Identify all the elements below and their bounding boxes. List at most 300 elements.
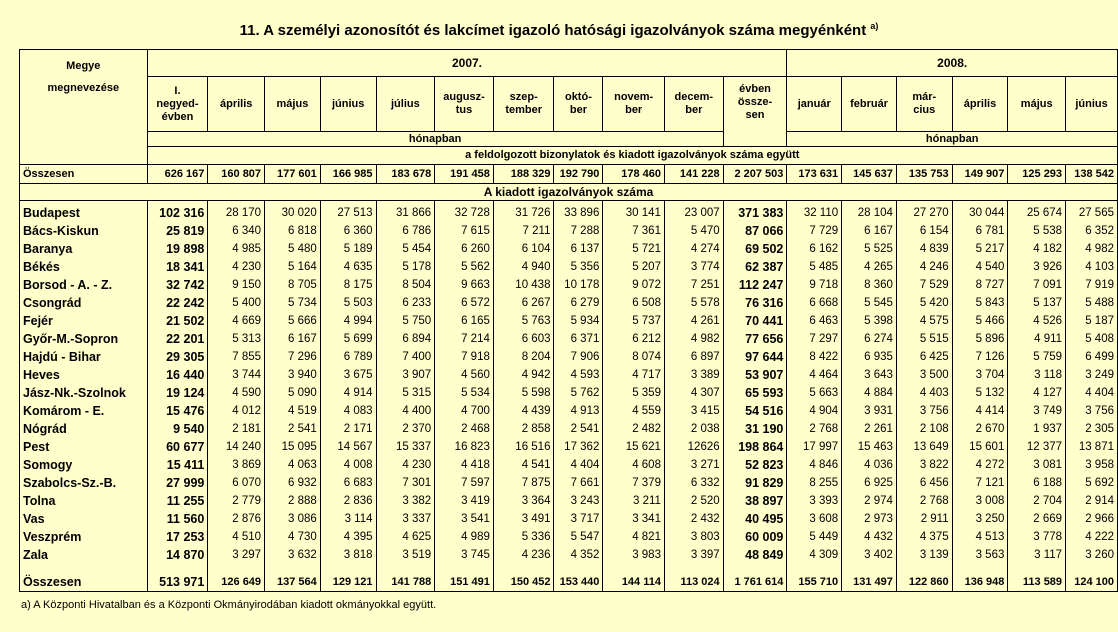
table-cell: 4 230	[208, 258, 265, 276]
table-cell: 138 542	[1066, 165, 1118, 184]
table-cell: 7 121	[952, 474, 1008, 492]
month-header-2008-1: február	[842, 77, 897, 132]
honapban-label-2008: hónapban	[787, 132, 1118, 147]
row-label: Heves	[20, 366, 148, 384]
table-cell: 141 228	[664, 165, 723, 184]
table-cell: 2 888	[265, 492, 321, 510]
table-cell: 191 458	[435, 165, 494, 184]
table-cell: 4 230	[376, 456, 435, 474]
month-header-2008-5: június	[1066, 77, 1118, 132]
table-cell: 5 503	[320, 294, 376, 312]
table-cell: 112 247	[723, 276, 787, 294]
month-header-2007-8: novem- ber	[603, 77, 665, 132]
table-cell: 4 513	[952, 528, 1008, 546]
table-cell: 3 643	[842, 366, 897, 384]
table-cell: 192 790	[554, 165, 603, 184]
table-cell: 6 165	[435, 312, 494, 330]
table-cell: 3 243	[554, 492, 603, 510]
table-cell: 5 164	[265, 258, 321, 276]
table-cell: 4 730	[265, 528, 321, 546]
month-header-2008-3: április	[952, 77, 1008, 132]
table-cell: 3 249	[1066, 366, 1118, 384]
table-cell: 4 400	[376, 402, 435, 420]
table-cell: 3 341	[603, 510, 665, 528]
row-label: Összesen	[20, 564, 148, 592]
table-cell: 6 188	[1008, 474, 1066, 492]
table-cell: 6 456	[896, 474, 952, 492]
row-label: Borsod - A. - Z.	[20, 276, 148, 294]
table-cell: 32 110	[787, 201, 842, 223]
table-cell: 6 260	[435, 240, 494, 258]
table-cell: 4 593	[554, 366, 603, 384]
table-cell: 3 744	[208, 366, 265, 384]
table-cell: 4 395	[320, 528, 376, 546]
table-cell: 626 167	[147, 165, 208, 184]
table-cell: 5 359	[603, 384, 665, 402]
table-cell: 3 803	[664, 528, 723, 546]
table-cell: 11 560	[147, 510, 208, 528]
row-label: Somogy	[20, 456, 148, 474]
table-cell: 6 508	[603, 294, 665, 312]
table-cell: 173 631	[787, 165, 842, 184]
month-header-2007-1: április	[208, 77, 265, 132]
table-cell: 6 818	[265, 222, 321, 240]
table-cell: 6 668	[787, 294, 842, 312]
table-cell: 4 307	[664, 384, 723, 402]
table-cell: 5 692	[1066, 474, 1118, 492]
table-cell: 2 914	[1066, 492, 1118, 510]
table-cell: 4 418	[435, 456, 494, 474]
table-cell: 2 261	[842, 420, 897, 438]
table-cell: 3 756	[896, 402, 952, 420]
table-cell: 2 779	[208, 492, 265, 510]
table-title: 11. A személyi azonosítót és lakcímet igazoló hatósági igazolványok száma megyénként $^{a)}$	[239, 21, 879, 39]
table-cell: 155 710	[787, 564, 842, 592]
table-cell: 4 635	[320, 258, 376, 276]
table-cell: 4 414	[952, 402, 1008, 420]
table-cell: 6 894	[376, 330, 435, 348]
table-cell: 7 729	[787, 222, 842, 240]
table-cell: 6 167	[842, 222, 897, 240]
table-cell: 5 663	[787, 384, 842, 402]
table-cell: 4 375	[896, 528, 952, 546]
table-cell: 17 997	[787, 438, 842, 456]
table-cell: 5 750	[376, 312, 435, 330]
table-cell: 2 432	[664, 510, 723, 528]
table-cell: 2 669	[1008, 510, 1066, 528]
table-cell: 4 404	[554, 456, 603, 474]
table-cell: 2 911	[896, 510, 952, 528]
table-cell: 16 823	[435, 438, 494, 456]
table-cell: 5 896	[952, 330, 1008, 348]
table-cell: 8 422	[787, 348, 842, 366]
table-row	[20, 201, 1118, 223]
table-cell: 3 402	[842, 546, 897, 564]
table-cell: 60 009	[723, 528, 787, 546]
table-cell: 6 137	[554, 240, 603, 258]
table-cell: 135 753	[896, 165, 952, 184]
table-cell: 62 387	[723, 258, 787, 276]
title-footnote-mark: a)	[870, 21, 879, 31]
table-cell: 6 167	[265, 330, 321, 348]
table-cell: 6 352	[1066, 222, 1118, 240]
table-cell: 27 270	[896, 201, 952, 223]
table-cell: 5 763	[493, 312, 554, 330]
table-cell: 7 400	[376, 348, 435, 366]
table-cell: 3 822	[896, 456, 952, 474]
table-cell: 371 383	[723, 201, 787, 223]
table-cell: 5 336	[493, 528, 554, 546]
table-row	[20, 528, 1118, 546]
table-cell: 30 044	[952, 201, 1008, 223]
table-cell: 11 255	[147, 492, 208, 510]
table-cell: 8 727	[952, 276, 1008, 294]
table-cell: 48 849	[723, 546, 787, 564]
table-cell: 6 332	[664, 474, 723, 492]
table-cell: 5 217	[952, 240, 1008, 258]
table-cell: 17 253	[147, 528, 208, 546]
row-label: Pest	[20, 438, 148, 456]
table-cell: 177 601	[265, 165, 321, 184]
table-cell: 6 499	[1066, 348, 1118, 366]
table-cell: 4 821	[603, 528, 665, 546]
table-cell: 178 460	[603, 165, 665, 184]
table-cell: 4 989	[435, 528, 494, 546]
table-cell: 3 745	[435, 546, 494, 564]
table-cell: 2 468	[435, 420, 494, 438]
table-cell: 15 337	[376, 438, 435, 456]
table-cell: 2 973	[842, 510, 897, 528]
table-cell: 5 699	[320, 330, 376, 348]
table-row	[20, 276, 1118, 294]
month-header-2007-6: szep- tember	[493, 77, 554, 132]
table-cell: 4 540	[952, 258, 1008, 276]
table-cell: 6 789	[320, 348, 376, 366]
table-cell: 6 425	[896, 348, 952, 366]
table-cell: 15 095	[265, 438, 321, 456]
row-label: Tolna	[20, 492, 148, 510]
table-cell: 15 411	[147, 456, 208, 474]
table-row	[20, 456, 1118, 474]
table-cell: 4 940	[493, 258, 554, 276]
table-cell: 7 091	[1008, 276, 1066, 294]
month-header-2007-3: június	[320, 77, 376, 132]
table-cell: 5 090	[265, 384, 321, 402]
table-cell: 7 855	[208, 348, 265, 366]
table-cell: 3 940	[265, 366, 321, 384]
table-cell: 7 379	[603, 474, 665, 492]
table-cell: 150 452	[493, 564, 554, 592]
row-label: Győr-M.-Sopron	[20, 330, 148, 348]
table-cell: 6 897	[664, 348, 723, 366]
table-cell: 76 316	[723, 294, 787, 312]
table-cell: 21 502	[147, 312, 208, 330]
row-label: Békés	[20, 258, 148, 276]
table-cell: 3 086	[265, 510, 321, 528]
table-cell: 4 182	[1008, 240, 1066, 258]
table-cell: 6 935	[842, 348, 897, 366]
table-cell: 4 272	[952, 456, 1008, 474]
table-row	[20, 438, 1118, 456]
table-cell: 17 362	[554, 438, 603, 456]
table-cell: 2 974	[842, 492, 897, 510]
table-cell: 4 352	[554, 546, 603, 564]
table-cell: 5 400	[208, 294, 265, 312]
table-cell: 5 137	[1008, 294, 1066, 312]
table-cell: 3 117	[1008, 546, 1066, 564]
table-row	[20, 258, 1118, 276]
table-cell: 3 958	[1066, 456, 1118, 474]
table-row	[20, 420, 1118, 438]
table-cell: 7 361	[603, 222, 665, 240]
table-cell: 6 162	[787, 240, 842, 258]
table-cell: 7 251	[664, 276, 723, 294]
table-cell: 32 728	[435, 201, 494, 223]
table-cell: 3 500	[896, 366, 952, 384]
table-cell: 4 063	[265, 456, 321, 474]
table-cell: 3 250	[952, 510, 1008, 528]
table-cell: 3 632	[265, 546, 321, 564]
table-cell: 38 897	[723, 492, 787, 510]
table-cell: 12626	[664, 438, 723, 456]
month-header-2008-4: május	[1008, 77, 1066, 132]
table-cell: 4 913	[554, 402, 603, 420]
table-cell: 13 649	[896, 438, 952, 456]
table-cell: 3 818	[320, 546, 376, 564]
table-cell: 22 242	[147, 294, 208, 312]
table-cell: 4 982	[1066, 240, 1118, 258]
table-cell: 4 083	[320, 402, 376, 420]
table-cell: 3 419	[435, 492, 494, 510]
table-cell: 10 438	[493, 276, 554, 294]
table-row	[20, 222, 1118, 240]
table-cell: 28 104	[842, 201, 897, 223]
table-cell: 2 966	[1066, 510, 1118, 528]
table-row	[20, 546, 1118, 564]
table-cell: 5 189	[320, 240, 376, 258]
table-cell: 7 301	[376, 474, 435, 492]
table-cell: 65 593	[723, 384, 787, 402]
table-cell: 6 360	[320, 222, 376, 240]
table-cell: 137 564	[265, 564, 321, 592]
table-cell: 6 371	[554, 330, 603, 348]
table-cell: 4 432	[842, 528, 897, 546]
table-cell: 54 516	[723, 402, 787, 420]
table-cell: 3 364	[493, 492, 554, 510]
table-cell: 70 441	[723, 312, 787, 330]
row-label: Nógrád	[20, 420, 148, 438]
table-cell: 8 705	[265, 276, 321, 294]
table-cell: 4 839	[896, 240, 952, 258]
table-cell: 3 211	[603, 492, 665, 510]
table-cell: 2 370	[376, 420, 435, 438]
table-cell: 5 356	[554, 258, 603, 276]
table-cell: 18 341	[147, 258, 208, 276]
table-cell: 2 704	[1008, 492, 1066, 510]
table-cell: 4 127	[1008, 384, 1066, 402]
data-table	[19, 49, 1118, 592]
table-cell: 3 704	[952, 366, 1008, 384]
table-cell: 5 132	[952, 384, 1008, 402]
table-cell: 3 260	[1066, 546, 1118, 564]
table-cell: 113 589	[1008, 564, 1066, 592]
table-cell: 3 393	[787, 492, 842, 510]
table-row	[20, 492, 1118, 510]
table-cell: 7 875	[493, 474, 554, 492]
table-cell: 5 737	[603, 312, 665, 330]
table-cell: 2 768	[787, 420, 842, 438]
table-cell: 5 666	[265, 312, 321, 330]
table-cell: 91 829	[723, 474, 787, 492]
table-cell: 6 463	[787, 312, 842, 330]
month-header-2007-9: decem- ber	[664, 77, 723, 132]
table-cell: 7 661	[554, 474, 603, 492]
table-cell: 3 717	[554, 510, 603, 528]
table-cell: 7 288	[554, 222, 603, 240]
table-cell: 3 382	[376, 492, 435, 510]
table-cell: 87 066	[723, 222, 787, 240]
month-header-2007-0: I. negyed- évben	[147, 77, 208, 132]
table-cell: 5 578	[664, 294, 723, 312]
table-cell: 3 749	[1008, 402, 1066, 420]
table-cell: 69 502	[723, 240, 787, 258]
table-row	[20, 348, 1118, 366]
table-cell: 166 985	[320, 165, 376, 184]
table-cell: 3 114	[320, 510, 376, 528]
table-row	[20, 366, 1118, 384]
table-cell: 4 222	[1066, 528, 1118, 546]
table-cell: 6 233	[376, 294, 435, 312]
table-cell: 5 538	[1008, 222, 1066, 240]
table-cell: 28 170	[208, 201, 265, 223]
row-label: Komárom - E.	[20, 402, 148, 420]
table-cell: 113 024	[664, 564, 723, 592]
table-cell: 22 201	[147, 330, 208, 348]
table-cell: 27 513	[320, 201, 376, 223]
table-cell: 4 510	[208, 528, 265, 546]
table-cell: 4 560	[435, 366, 494, 384]
table-cell: 14 567	[320, 438, 376, 456]
table-cell: 2 305	[1066, 420, 1118, 438]
table-cell: 6 212	[603, 330, 665, 348]
table-cell: 8 255	[787, 474, 842, 492]
table-cell: 7 214	[435, 330, 494, 348]
table-cell: 3 778	[1008, 528, 1066, 546]
table-cell: 4 404	[1066, 384, 1118, 402]
month-header-2007-7: októ- ber	[554, 77, 603, 132]
table-cell: 5 466	[952, 312, 1008, 330]
table-cell: 131 497	[842, 564, 897, 592]
table-cell: 6 932	[265, 474, 321, 492]
table-cell: 30 141	[603, 201, 665, 223]
table-cell: 4 985	[208, 240, 265, 258]
table-row	[20, 510, 1118, 528]
table-cell: 5 454	[376, 240, 435, 258]
table-cell: 4 236	[493, 546, 554, 564]
table-cell: 2 858	[493, 420, 554, 438]
table-cell: 3 397	[664, 546, 723, 564]
table-cell: 3 926	[1008, 258, 1066, 276]
table-cell: 4 911	[1008, 330, 1066, 348]
table-cell: 6 603	[493, 330, 554, 348]
table-cell: 4 625	[376, 528, 435, 546]
table-cell: 3 491	[493, 510, 554, 528]
table-cell: 3 983	[603, 546, 665, 564]
table-cell: 32 742	[147, 276, 208, 294]
table-cell: 5 485	[787, 258, 842, 276]
table-cell: 2 482	[603, 420, 665, 438]
table-cell: 6 070	[208, 474, 265, 492]
table-cell: 4 982	[664, 330, 723, 348]
table-row	[20, 564, 1118, 592]
table-cell: 14 870	[147, 546, 208, 564]
county-column-header: Megye megnevezése	[20, 50, 148, 165]
table-cell: 9 663	[435, 276, 494, 294]
table-cell: 77 656	[723, 330, 787, 348]
table-row	[20, 474, 1118, 492]
table-cell: 53 907	[723, 366, 787, 384]
table-cell: 4 464	[787, 366, 842, 384]
row-label: Zala	[20, 546, 148, 564]
table-cell: 2 541	[554, 420, 603, 438]
table-cell: 5 525	[842, 240, 897, 258]
table-cell: 5 470	[664, 222, 723, 240]
issued-band-label: A kiadott igazolványok száma	[20, 184, 1118, 201]
row-label: Hajdú - Bihar	[20, 348, 148, 366]
table-cell: 4 519	[265, 402, 321, 420]
table-cell: 4 590	[208, 384, 265, 402]
year-total-header: évben össze- sen	[723, 77, 787, 147]
table-cell: 4 700	[435, 402, 494, 420]
table-cell: 7 297	[787, 330, 842, 348]
table-cell: 29 305	[147, 348, 208, 366]
month-header-2007-4: július	[376, 77, 435, 132]
table-cell: 198 864	[723, 438, 787, 456]
table-cell: 3 081	[1008, 456, 1066, 474]
table-cell: 5 734	[265, 294, 321, 312]
table-row	[20, 240, 1118, 258]
table-cell: 2 768	[896, 492, 952, 510]
table-cell: 6 279	[554, 294, 603, 312]
table-cell: 2 108	[896, 420, 952, 438]
row-label: Összesen	[20, 165, 148, 184]
table-cell: 141 788	[376, 564, 435, 592]
table-cell: 3 389	[664, 366, 723, 384]
table-cell: 60 677	[147, 438, 208, 456]
table-cell: 15 601	[952, 438, 1008, 456]
table-cell: 5 598	[493, 384, 554, 402]
table-cell: 4 309	[787, 546, 842, 564]
table-cell: 5 480	[265, 240, 321, 258]
table-row	[20, 294, 1118, 312]
table-cell: 13 871	[1066, 438, 1118, 456]
year-2007-header: 2007.	[147, 50, 787, 77]
table-cell: 4 274	[664, 240, 723, 258]
row-label: Budapest	[20, 201, 148, 223]
table-cell: 7 615	[435, 222, 494, 240]
table-cell: 5 488	[1066, 294, 1118, 312]
table-cell: 30 020	[265, 201, 321, 223]
table-cell: 5 398	[842, 312, 897, 330]
table-cell: 6 781	[952, 222, 1008, 240]
table-cell: 97 644	[723, 348, 787, 366]
table-cell: 7 919	[1066, 276, 1118, 294]
row-label: Fejér	[20, 312, 148, 330]
table-cell: 7 597	[435, 474, 494, 492]
table-cell: 3 337	[376, 510, 435, 528]
table-cell: 5 187	[1066, 312, 1118, 330]
table-cell: 2 876	[208, 510, 265, 528]
